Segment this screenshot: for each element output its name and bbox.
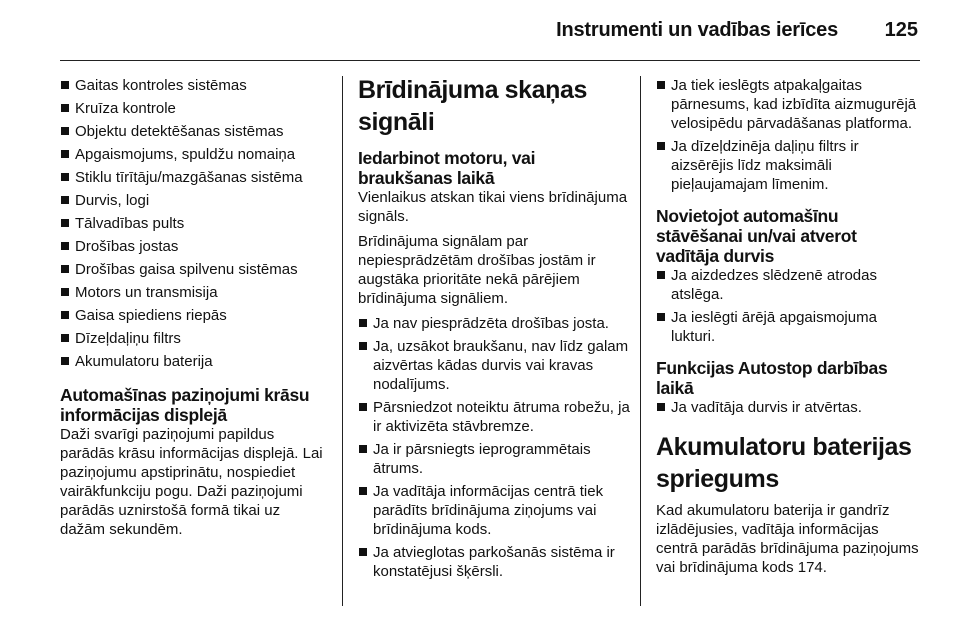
list-item: Motors un transmisija [60, 283, 328, 302]
paragraph: Vienlaikus atskan tikai viens brīdinājuma signāls. [358, 189, 628, 225]
chapter-heading: Akumulatoru baterijas spriegums [656, 433, 912, 493]
paragraph: Kad akumulatoru baterija ir gandrīz izlādējusies, vadītāja informācijas centrā parādās brīdinājuma paziņojums vai brīdinājuma kods 174. [656, 502, 919, 576]
list-item: Apgaismojums, spuldžu nomaiņa [60, 145, 328, 164]
list-item: Kruīza kontrole [60, 99, 328, 118]
list-item: Ja atvieglotas parkošanās sistēma ir konstatējusi šķērsli. [358, 543, 630, 581]
list-item: Gaitas kontroles sistēmas [60, 76, 328, 95]
section-title: Instrumenti un vadības ierīces [556, 19, 838, 41]
topic-list [60, 76, 328, 371]
page-number: 125 [884, 19, 918, 41]
list-item: Ja nav piesprādzēta drošības josta. [358, 314, 630, 333]
page-header [60, 0, 920, 61]
section-heading: Iedarbinot motoru, vai braukšanas laikā [358, 148, 536, 188]
list-item: Gaisa spiediens riepās [60, 306, 328, 325]
list-item: Akumulatoru baterija [60, 352, 328, 371]
list-item: Drošības jostas [60, 237, 328, 256]
list-item: Ja, uzsākot braukšanu, nav līdz galam aizvērtas kādas durvis vai kravas nodalījums. [358, 337, 630, 394]
list-item: Ja ieslēgti ārējā apgaismojuma lukturi. [656, 308, 920, 346]
list-item: Stiklu tīrītāju/mazgāšanas sistēma [60, 168, 328, 187]
warning-list [656, 398, 920, 417]
list-item: Ja tiek ieslēgts atpakaļgaitas pārnesums, kad izbīdīta aizmugurējā velosipēdu pārvadāšanas platforma. [656, 76, 920, 133]
list-item: Ja vadītāja durvis ir atvērtas. [656, 398, 920, 417]
warning-list [656, 76, 920, 194]
list-item: Ja vadītāja informācijas centrā tiek parādīts brīdinājuma ziņojums vai brīdinājuma kods. [358, 482, 630, 539]
list-item: Durvis, logi [60, 191, 328, 210]
column-middle [358, 76, 630, 585]
list-item: Ja ir pārsniegts ieprogrammētais ātrums. [358, 440, 630, 478]
list-item: Drošības gaisa spilvenu sistēmas [60, 260, 328, 279]
list-item: Ja dīzeļdzinēja daļiņu filtrs ir aizsērējis līdz maksimāli pieļaujamajam līmenim. [656, 137, 920, 194]
list-item: Ja aizdedzes slēdzenē atrodas atslēga. [656, 266, 920, 304]
list-item: Objektu detektēšanas sistēmas [60, 122, 328, 141]
warning-list [358, 314, 630, 581]
column-divider [342, 76, 343, 606]
chapter-heading: Brīdinājuma skaņas signāli [358, 76, 588, 136]
list-item: Dīzeļdaļiņu filtrs [60, 329, 328, 348]
section-heading: Automašīnas paziņojumi krāsu informācijas displejā [60, 385, 310, 425]
list-item: Tālvadības pults [60, 214, 328, 233]
column-left [60, 76, 328, 545]
paragraph: Brīdinājuma signālam par nepiesprādzētām drošības jostām ir augstāka prioritāte nekā pārējiem brīdinājuma signāliem. [358, 233, 596, 307]
section-heading: Funkcijas Autostop darbības laikā [656, 358, 888, 398]
section-heading: Novietojot automašīnu stāvēšanai un/vai atverot vadītāja durvis [656, 206, 857, 266]
warning-list [656, 266, 920, 346]
paragraph: Daži svarīgi paziņojumi papildus parādās krāsu informācijas displejā. Lai paziņojumu apstiprinātu, nospiediet vairākfunkciju pogu. Daži paziņojumi parādās uznirstošā formā tikai uz dažām sekundēm. [60, 426, 323, 538]
list-item: Pārsniedzot noteiktu ātruma robežu, ja ir aktivizēta stāvbremze. [358, 398, 630, 436]
column-right [656, 76, 920, 583]
column-divider [640, 76, 641, 606]
